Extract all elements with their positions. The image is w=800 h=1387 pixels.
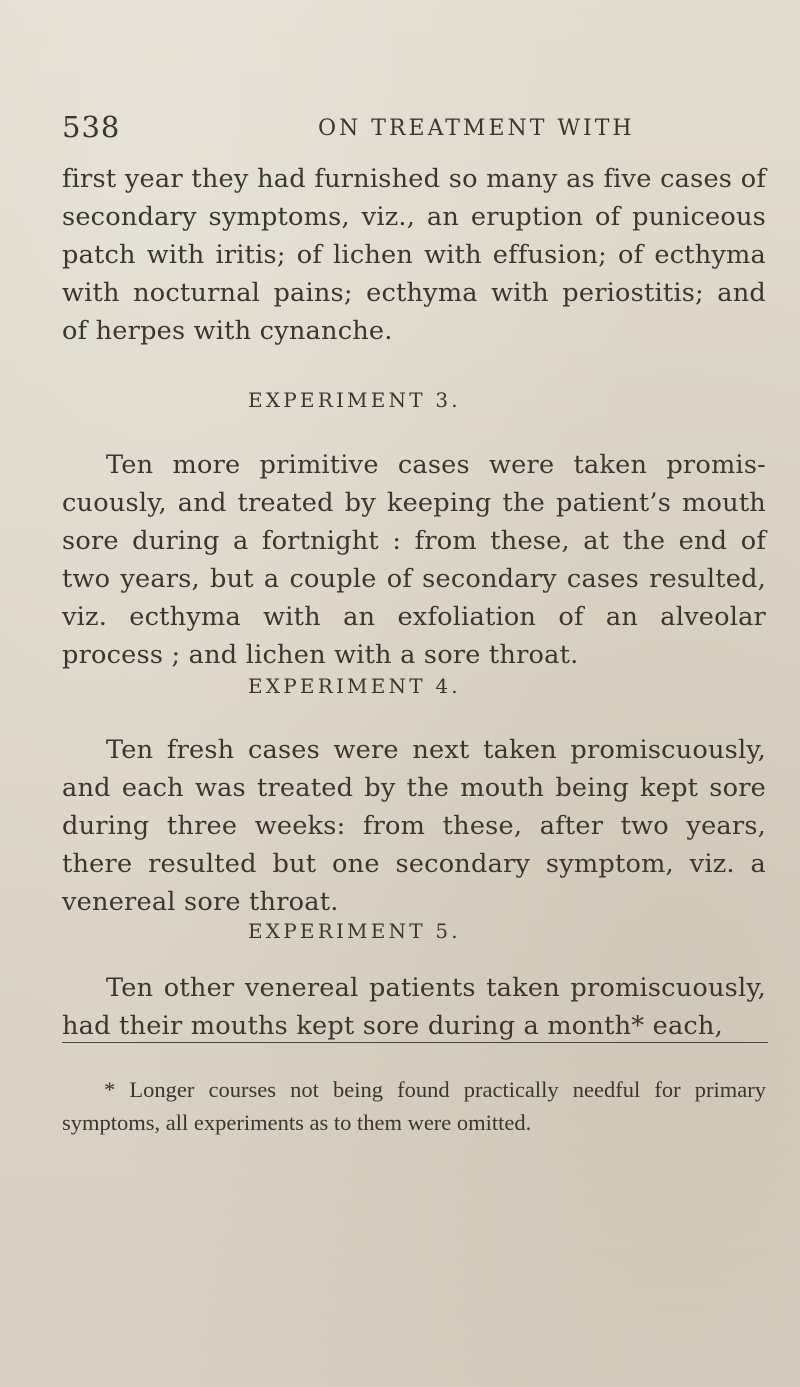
running-title: ON TREATMENT WITH xyxy=(318,116,635,141)
experiment-3-text: Ten more primitive cases were taken promis-cuously, and treated by keeping the patient’s mouth sore during a fortnight : from these, at the end of two years, but a couple of secondary cases resulted, viz. ecthyma with an exfoliation of an alveolar process ; and lichen with a sore throat. xyxy=(62,450,766,670)
experiment-3-heading: EXPERIMENT 3. xyxy=(248,388,461,412)
experiment-4-text: Ten fresh cases were next taken promiscuously, and each was treated by the mouth being kept sore during three weeks: from these, after two years, there resulted but one secondary symptom, viz. a venereal sore throat. xyxy=(62,735,766,917)
page-number: 538 xyxy=(62,110,121,144)
footnote: * Longer courses not being found practically needful for primary symptoms, all experiments as to them were omitted. xyxy=(62,1077,766,1135)
paragraph-continued: first year they had furnished so many as five cases of secondary symptoms, viz., an eruption of puniceous patch with iritis; of lichen with effusion; of ecthyma with nocturnal pains; ecthyma with periostitis; and of herpes with cynanche. xyxy=(62,164,766,346)
experiment-4-heading: EXPERIMENT 4. xyxy=(248,674,461,698)
experiment-5-heading: EXPERIMENT 5. xyxy=(248,919,461,943)
experiment-5-text: Ten other venereal patients taken promiscuously, had their mouths kept sore during a month* each, xyxy=(62,973,766,1041)
running-head xyxy=(62,110,760,150)
footnote-rule xyxy=(62,1042,768,1043)
